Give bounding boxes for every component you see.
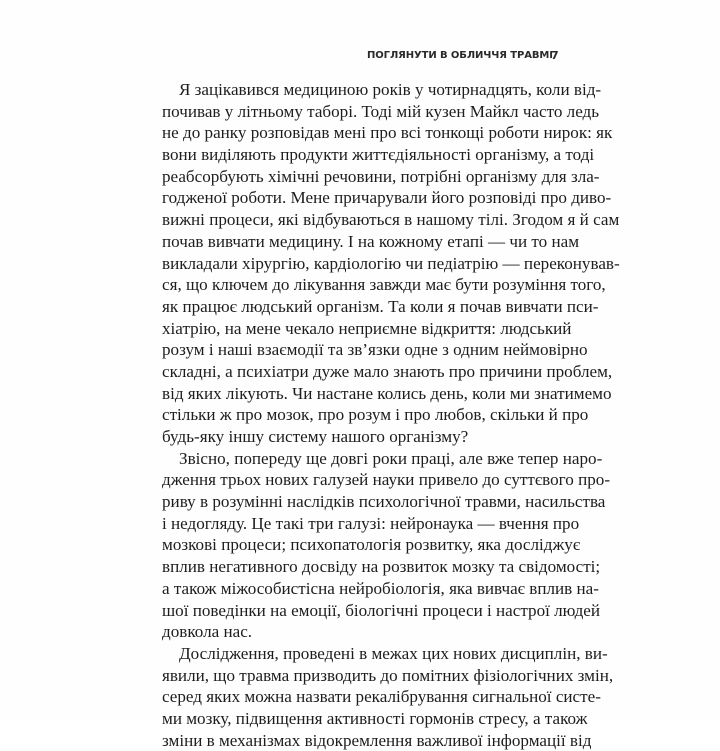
text-line: Звісно, попереду ще довгі роки праці, але вже тепер наро- <box>179 448 603 468</box>
text-line: і недогляду. Це такі три галузі: нейронаука — вчення про <box>162 513 580 533</box>
text-line: розум і наші взаємодії та зв’язки одне з одним неймовірно <box>162 340 588 360</box>
body-text <box>162 79 620 751</box>
text-line: серед яких можна назвати рекалібрування сигнальної систе- <box>162 687 601 707</box>
text-line: складні, а психіатри дуже мало знають про причини проблем, <box>162 361 613 381</box>
text-line: хіатрію, на мене чекало неприємне відкриття: людський <box>162 318 572 338</box>
text-line: не до ранку розповідав мені про всі тонкощі роботи нирок: як <box>162 123 613 143</box>
text-line: від яких лікують. Чи настане колись день, коли ми знатимемо <box>162 383 612 403</box>
text-line: довкола нас. <box>162 622 253 642</box>
text-line: стільки ж про мозок, про розум і про любов, скільки й про <box>162 405 589 425</box>
text-line: будь-яку іншу систему нашого організму? <box>162 427 469 446</box>
paragraph-2 <box>162 448 611 643</box>
text-line: ся, що ключем до лікування завжди має бути розуміння того, <box>162 275 606 295</box>
text-line: ми мозку, підвищення активності гормонів стресу, а також <box>162 708 588 728</box>
page-number: 7 <box>551 49 559 62</box>
text-line: вони виділяють продукти життєдіяльності організму, а тоді <box>162 145 595 165</box>
text-line: реабсорбують хімічні речовини, потрібні організму для зла- <box>162 166 600 186</box>
text-line: вижні процеси, які відбуваються в нашому тілі. Згодом я й сам <box>162 210 620 230</box>
text-line: вплив негативного досвіду на розвиток мозку та свідомості; <box>162 557 601 577</box>
text-line: дження трьох нових галузей науки привело до суттєвого про- <box>162 470 611 490</box>
paragraph-3 <box>162 643 614 751</box>
text-line: Я зацікавився медициною років у чотирнадцять, коли від- <box>179 80 602 99</box>
paragraph-1 <box>162 79 620 448</box>
text-line: риву в розумінні наслідків психологічної травми, насильства <box>162 492 606 512</box>
text-line: шої поведінки на емоції, біологічні процеси і настрої людей <box>162 600 601 620</box>
text-line: як працює людський організм. Та коли я почав вивчати пси- <box>162 296 599 316</box>
text-line: почивав у літньому таборі. Тоді мій кузен Майкл часто ледь <box>162 101 600 121</box>
text-line: а також міжособистісна нейробіологія, яка вивчає вплив на- <box>162 578 599 598</box>
text-line: явили, що травма призводить до помітних фізіологічних змін, <box>162 665 614 685</box>
text-line: викладали хірургію, кардіологію чи педіатрію — переконував- <box>162 253 620 273</box>
text-line: мозкові процеси; психопатологія розвитку, яка досліджує <box>162 535 581 555</box>
text-line: зміни в механізмах відокремлення важливої інформації від <box>162 730 592 750</box>
text-line: почав вивчати медицину. І на кожному етапі — чи то нам <box>162 231 580 251</box>
text-line: годженої роботи. Мене причарували його розповіді про диво- <box>162 188 612 208</box>
text-line: Дослідження, проведені в межах цих нових дисциплін, ви- <box>179 643 608 663</box>
running-head-title: ПОГЛЯНУТИ В ОБЛИЧЧЯ ТРАВМІ <box>367 50 553 61</box>
